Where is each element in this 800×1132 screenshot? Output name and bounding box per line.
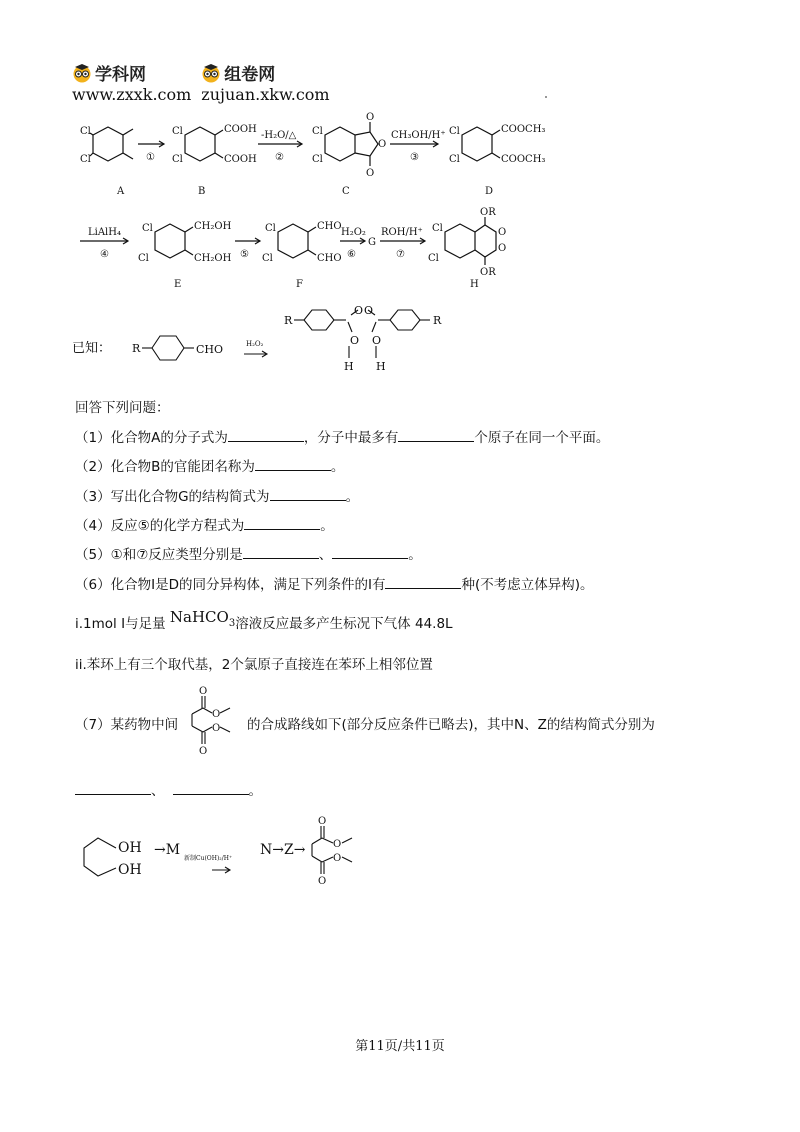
q5-text: （5）①和⑦反应类型分别是 [75, 547, 243, 563]
cl-label: Cl [449, 154, 460, 165]
step-6-condition: H₂O₂ [341, 227, 366, 238]
o-label: O [350, 334, 360, 347]
logo-name: 组卷网 [224, 65, 276, 85]
logo-name: 学科网 [95, 65, 146, 85]
step-7-condition: ROH/H⁺ [381, 227, 423, 238]
compound-label-g: G [368, 237, 376, 248]
q1-text: （1）化合物A的分子式为 [75, 430, 228, 446]
o-label: O [333, 853, 342, 864]
route-m: →M [154, 842, 181, 858]
cl-label: Cl [80, 126, 91, 137]
q7-text: 。 [248, 783, 262, 799]
q1-text: 个原子在同一个平面。 [474, 430, 610, 446]
cl-label: Cl [138, 253, 149, 264]
r-label: R [433, 314, 442, 327]
cooch3-label: COOCH₃ [501, 154, 546, 165]
question-7-answers [75, 781, 262, 800]
q3-text: （3）写出化合物G的结构简式为 [75, 489, 270, 505]
known-reagent: H₂O₂ [246, 340, 264, 348]
compound-label-a: A [117, 186, 125, 197]
answer-blank[interactable] [244, 516, 320, 530]
step-3-label: ③ [410, 152, 419, 163]
stray-dot [545, 96, 547, 98]
page-footer: 第11页/共11页 [355, 1039, 445, 1054]
cooh-label: COOH [224, 154, 257, 165]
condition-1 [75, 608, 453, 639]
question-2 [75, 457, 344, 476]
cl-label: Cl [142, 223, 153, 234]
answer-blank[interactable] [270, 487, 346, 501]
o-label: O [212, 709, 221, 720]
logo-url: www.zxxk.com [72, 85, 192, 104]
owl-logo-icon [72, 63, 92, 83]
question-3 [75, 487, 359, 506]
r-label: R [132, 342, 141, 355]
cooh-label: COOH [224, 124, 257, 135]
cl-label: Cl [449, 126, 460, 137]
q6-text: （6）化合物I是D的同分异构体，满足下列条件的I有 [75, 577, 386, 593]
dimethyl-succinate-structure [182, 680, 244, 760]
ch2oh-label: CH₂OH [194, 221, 232, 232]
cl-label: Cl [172, 154, 183, 165]
compound-label-b: B [198, 186, 206, 197]
compound-label-h: H [470, 279, 479, 290]
step-2-condition: -H₂O/△ [261, 130, 297, 141]
route-nz: N→Z→ [260, 842, 306, 858]
question-7-prefix: （7）某药物中间 [75, 717, 179, 733]
synthesis-route [80, 810, 400, 890]
cho-label: CHO [317, 253, 342, 264]
c1-text: i.1mol I与足量 [75, 616, 166, 632]
oh-label: OH [118, 862, 142, 878]
answer-blank[interactable] [173, 781, 249, 795]
question-7-text: 的合成路线如下(部分反应条件已略去)，其中N、Z的结构简式分别为 [247, 717, 655, 733]
ch2oh-label: CH₂OH [194, 253, 232, 264]
question-4 [75, 516, 334, 535]
compound-label-c: C [342, 186, 350, 197]
q3-text: 。 [345, 489, 360, 505]
logo-zxxk [72, 60, 191, 104]
cl-label: Cl [312, 126, 323, 137]
o-label: O [318, 816, 327, 827]
questions-intro: 回答下列问题： [75, 400, 170, 416]
step-7-label: ⑦ [396, 249, 405, 260]
q2-text: 。 [330, 459, 345, 475]
route-condition: 新制Cu(OH)₂/H⁺ [184, 855, 233, 862]
logo-zujuan [201, 60, 329, 104]
cho-label: CHO [196, 343, 224, 356]
step-4-label: ④ [100, 249, 109, 260]
o-label: O [378, 139, 387, 150]
or-label: OR [480, 207, 496, 218]
q5-text: 、 [318, 547, 333, 563]
o-label: O [354, 304, 364, 317]
step-6-label: ⑥ [347, 249, 356, 260]
scheme-row-1 [60, 110, 560, 200]
question-5 [75, 545, 422, 564]
r-label: R [284, 314, 293, 327]
step-4-condition: LiAlH₄ [88, 227, 121, 238]
o-label: O [364, 304, 374, 317]
known-reaction [72, 300, 492, 380]
o-label: O [318, 876, 327, 887]
h-label: H [376, 360, 386, 373]
step-5-label: ⑤ [240, 249, 249, 260]
o-label: O [372, 334, 382, 347]
question-6 [75, 575, 594, 594]
compound-label-f: F [296, 279, 303, 290]
o-label: O [366, 168, 375, 179]
q5-text: 。 [408, 547, 422, 563]
known-label: 已知： [72, 341, 112, 356]
cl-label: Cl [172, 126, 183, 137]
step-2-label: ② [275, 152, 284, 163]
q2-text: （2）化合物B的官能团名称为 [75, 459, 255, 475]
cl-label: Cl [428, 253, 439, 264]
owl-logo-icon [201, 63, 221, 83]
compound-label-e: E [174, 279, 182, 290]
cl-label: Cl [262, 253, 273, 264]
q4-text: 。 [320, 518, 334, 534]
q4-text: （4）反应⑤的化学方程式为 [75, 518, 245, 534]
nahco3-formula [169, 608, 236, 629]
condition-2: ii.苯环上有三个取代基，2个氯原子直接连在苯环上相邻位置 [75, 657, 433, 673]
cl-label: Cl [265, 223, 276, 234]
cho-label: CHO [317, 221, 342, 232]
h-label: H [344, 360, 354, 373]
compound-label-d: D [485, 186, 494, 197]
cl-label: Cl [312, 154, 323, 165]
formula-sub: 3 [228, 618, 236, 629]
o-label: O [333, 839, 342, 850]
step-3-condition: CH₃OH/H⁺ [391, 130, 446, 141]
answer-blank[interactable] [332, 545, 408, 559]
answer-blank[interactable] [398, 428, 474, 442]
q1-text: ，分子中最多有 [303, 430, 399, 446]
oh-label: OH [118, 840, 142, 856]
answer-blank[interactable] [255, 457, 331, 471]
answer-blank[interactable] [75, 781, 151, 795]
header-logos [72, 60, 330, 104]
q6-text: 种(不考虑立体异构)。 [461, 577, 594, 593]
o-label: O [498, 243, 507, 254]
c1-text: 溶液反应最多产生标况下气体 44.8L [235, 616, 453, 632]
o-label: O [212, 723, 221, 734]
or-label: OR [480, 267, 496, 278]
o-label: O [366, 112, 375, 123]
q7-text: 、 [151, 783, 165, 799]
answer-blank[interactable] [385, 575, 461, 589]
o-label: O [199, 746, 208, 757]
question-1 [75, 428, 609, 447]
answer-blank[interactable] [243, 545, 319, 559]
step-1-label: ① [146, 152, 155, 163]
scheme-row-2 [60, 205, 560, 295]
answer-blank[interactable] [228, 428, 304, 442]
cl-label: Cl [432, 223, 443, 234]
o-label: O [498, 227, 507, 238]
cooch3-label: COOCH₃ [501, 124, 546, 135]
o-label: O [199, 686, 208, 697]
logo-url: zujuan.xkw.com [201, 85, 330, 104]
formula-text: NaHCO [169, 608, 229, 626]
cl-label: Cl [80, 154, 91, 165]
